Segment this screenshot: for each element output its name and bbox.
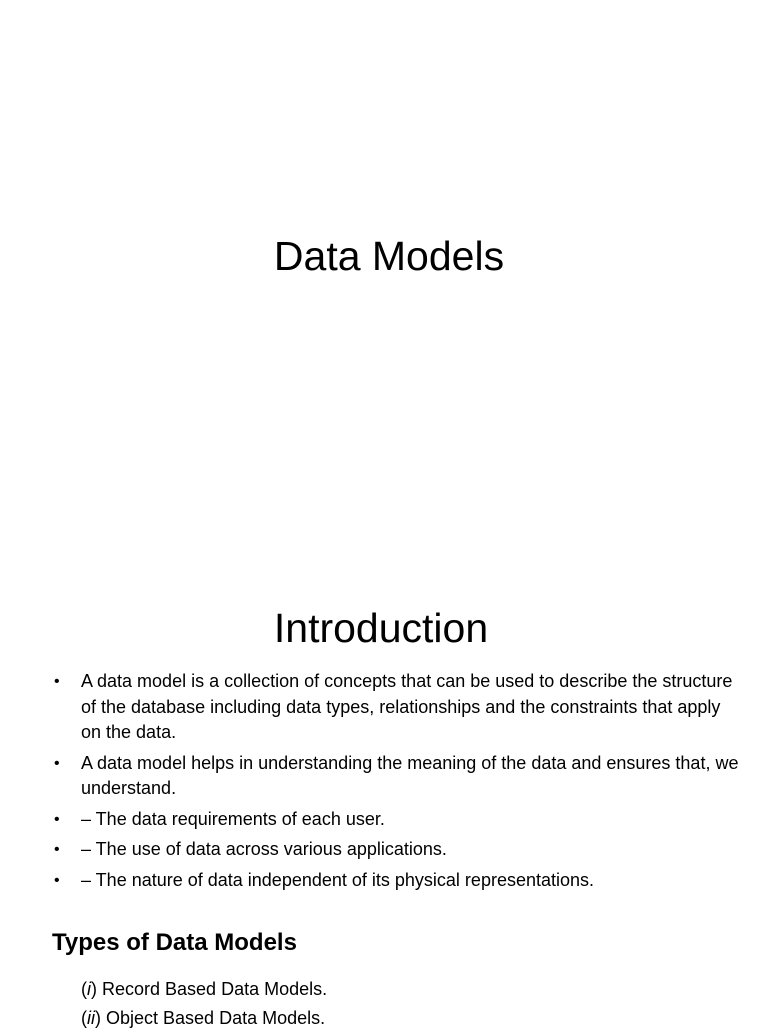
bullet-text: A data model is a collection of concepts that can be used to describe the structure of the database including data types, relationships and the constraints that apply on the data. (81, 671, 733, 742)
bullet-text: – The use of data across various applications. (81, 839, 447, 859)
slide-title-data-models: Data Models (273, 233, 505, 279)
roman-numeral: i (87, 979, 91, 999)
bullet-text: – The nature of data independent of its physical representations. (81, 869, 595, 890)
bullet-icon: • (54, 673, 60, 690)
bullet-item (54, 868, 744, 894)
bullet-icon: • (54, 841, 60, 858)
types-of-data-models-heading: Types of Data Models (52, 929, 297, 956)
data-model-types-list (81, 976, 327, 1034)
data-model-type-text: Object Based Data Models. (101, 1008, 326, 1028)
bullet-item (54, 751, 744, 802)
bullet-item (54, 669, 744, 746)
data-model-type-text: Record Based Data Models. (97, 979, 328, 999)
bullet-icon: • (54, 810, 60, 828)
bullet-text: A data model helps in understanding the meaning of the data and ensures that, we understand. (81, 752, 739, 798)
bullet-text: – The data requirements of each user. (81, 808, 385, 829)
paren-open: ( (81, 979, 87, 999)
bullet-icon: • (54, 754, 60, 772)
data-model-type-item (81, 976, 327, 1002)
bullet-item (54, 807, 744, 833)
roman-numeral: ii (87, 1008, 95, 1028)
slide-title-introduction: Introduction (273, 605, 489, 651)
data-model-type-item (81, 1005, 327, 1031)
paren-close: ) (95, 1008, 101, 1028)
bullet-icon: • (54, 871, 60, 889)
introduction-bullet-list (54, 669, 744, 898)
paren-close: ) (91, 979, 97, 999)
paren-open: ( (81, 1008, 87, 1028)
bullet-item (54, 837, 744, 863)
